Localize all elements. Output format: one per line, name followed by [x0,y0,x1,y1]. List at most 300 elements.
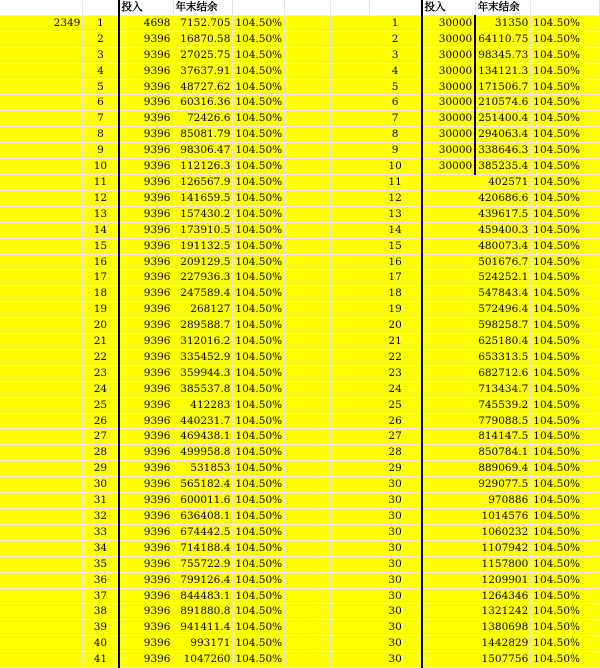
cell-year-right[interactable]: 16 [369,254,421,270]
cell-invest[interactable]: 9396 [119,286,174,302]
cell-year[interactable]: 8 [83,127,119,143]
cell-invest-right[interactable] [422,270,476,286]
cell-year-right[interactable]: 8 [369,127,421,143]
cell-rate-right[interactable]: 104.50% [531,461,600,477]
cell-invest-right[interactable] [422,509,476,525]
cell-balance[interactable]: 85081.79 [173,127,233,143]
cell-year[interactable]: 24 [83,381,119,397]
cell-invest[interactable]: 9396 [119,588,174,604]
cell-balance-right[interactable]: 598258.7 [475,318,531,334]
cell-balance-right[interactable]: 420686.6 [475,190,531,206]
cell-balance[interactable]: 60316.36 [173,95,233,111]
cell-balance[interactable]: 173910.5 [173,222,233,238]
cell-year-right[interactable]: 2 [369,31,421,47]
cell-empty[interactable] [0,111,83,127]
cell-balance[interactable]: 247589.4 [173,286,233,302]
cell-empty[interactable] [285,270,331,286]
cell-year[interactable]: 10 [83,159,119,175]
cell-invest[interactable]: 9396 [119,159,174,175]
cell-empty[interactable] [331,381,369,397]
cell-empty[interactable] [0,572,83,588]
cell-rate[interactable]: 104.50% [233,31,285,47]
cell-year-right[interactable]: 30 [369,588,421,604]
cell-empty[interactable] [331,349,369,365]
cell-balance-right[interactable]: 480073.4 [475,238,531,254]
cell-rate[interactable]: 104.50% [233,143,285,159]
cell-year[interactable]: 38 [83,604,119,620]
cell-balance[interactable]: 98306.47 [173,143,233,159]
cell-empty[interactable] [285,318,331,334]
cell-year[interactable]: 39 [83,620,119,636]
cell-year-right[interactable]: 30 [369,493,421,509]
cell-balance[interactable]: 48727.62 [173,79,233,95]
cell-balance-right[interactable]: 501676.7 [475,254,531,270]
cell-empty[interactable] [285,206,331,222]
cell-balance[interactable]: 844483.1 [173,588,233,604]
cell-year-right[interactable]: 30 [369,477,421,493]
cell-balance[interactable]: 1047260 [173,652,233,668]
cell-balance[interactable]: 412283 [173,397,233,413]
cell-empty[interactable] [285,540,331,556]
cell-empty[interactable] [285,159,331,175]
cell-rate[interactable]: 104.50% [233,477,285,493]
cell-empty[interactable] [285,127,331,143]
cell-year[interactable]: 14 [83,222,119,238]
cell-empty[interactable] [0,159,83,175]
cell-invest[interactable]: 9396 [119,524,174,540]
cell-empty[interactable] [285,413,331,429]
cell-invest-right[interactable] [422,349,476,365]
cell-invest[interactable]: 9396 [119,174,174,190]
cell-year-right[interactable]: 30 [369,572,421,588]
cell-empty[interactable] [285,620,331,636]
cell-year-right[interactable]: 12 [369,190,421,206]
cell-rate-right[interactable]: 104.50% [531,397,600,413]
cell-empty[interactable] [285,445,331,461]
cell-invest[interactable]: 9396 [119,254,174,270]
cell-empty[interactable] [0,509,83,525]
cell-invest-right[interactable] [422,652,476,668]
cell-empty[interactable] [331,334,369,350]
cell-year[interactable]: 33 [83,524,119,540]
cell-balance-right[interactable]: 439617.5 [475,206,531,222]
cell-balance[interactable]: 674442.5 [173,524,233,540]
cell-year[interactable]: 20 [83,318,119,334]
cell-year[interactable]: 21 [83,334,119,350]
cell-empty[interactable] [331,0,369,15]
cell-empty[interactable] [0,127,83,143]
cell-year[interactable]: 1 [83,15,119,31]
cell-invest-right[interactable] [422,429,476,445]
cell-empty[interactable] [83,0,119,15]
cell-invest-right[interactable]: 30000 [422,159,476,175]
cell-empty[interactable] [0,604,83,620]
cell-year-right[interactable]: 30 [369,509,421,525]
cell-empty[interactable] [0,636,83,652]
cell-empty[interactable] [331,47,369,63]
cell-invest[interactable]: 9396 [119,143,174,159]
cell-empty[interactable] [285,636,331,652]
cell-empty[interactable] [0,413,83,429]
cell-year[interactable]: 4 [83,63,119,79]
cell-year[interactable]: 28 [83,445,119,461]
cell-year[interactable]: 9 [83,143,119,159]
cell-balance-right[interactable]: 970886 [475,493,531,509]
cell-year-right[interactable]: 21 [369,334,421,350]
cell-balance[interactable]: 600011.6 [173,493,233,509]
cell-invest-right[interactable] [422,254,476,270]
cell-year-right[interactable]: 28 [369,445,421,461]
cell-empty[interactable] [0,397,83,413]
cell-empty[interactable] [331,461,369,477]
cell-empty[interactable] [0,445,83,461]
cell-empty[interactable] [369,0,421,15]
cell-invest-right[interactable] [422,334,476,350]
cell-rate-right[interactable]: 104.50% [531,540,600,556]
cell-empty[interactable] [331,190,369,206]
cell-empty[interactable] [0,381,83,397]
cell-invest[interactable]: 9396 [119,47,174,63]
cell-invest-right[interactable] [422,540,476,556]
cell-empty[interactable] [0,254,83,270]
cell-year-right[interactable]: 30 [369,620,421,636]
cell-rate[interactable]: 104.50% [233,636,285,652]
cell-year[interactable]: 26 [83,413,119,429]
cell-balance[interactable]: 755722.9 [173,556,233,572]
cell-rate-right[interactable]: 104.50% [531,174,600,190]
cell-invest-right[interactable] [422,493,476,509]
cell-rate-right[interactable]: 104.50% [531,636,600,652]
cell-invest-right[interactable] [422,238,476,254]
cell-rate-right[interactable]: 104.50% [531,127,600,143]
cell-invest-right[interactable] [422,524,476,540]
cell-empty[interactable] [331,111,369,127]
cell-balance[interactable]: 440231.7 [173,413,233,429]
cell-invest[interactable]: 9396 [119,206,174,222]
cell-invest[interactable]: 4698 [119,15,174,31]
cell-empty[interactable] [285,63,331,79]
cell-empty[interactable] [331,286,369,302]
cell-balance[interactable]: 268127 [173,302,233,318]
cell-year-right[interactable]: 17 [369,270,421,286]
cell-year[interactable]: 37 [83,588,119,604]
cell-empty[interactable] [331,652,369,668]
cell-balance-right[interactable]: 402571 [475,174,531,190]
cell-rate[interactable]: 104.50% [233,270,285,286]
cell-empty[interactable] [331,270,369,286]
cell-year-right[interactable]: 25 [369,397,421,413]
header-invest[interactable]: 投入 [119,0,174,15]
cell-empty[interactable] [285,15,331,31]
header-balance-right[interactable]: 年末结余 [475,0,531,15]
cell-rate[interactable]: 104.50% [233,318,285,334]
cell-rate[interactable]: 104.50% [233,79,285,95]
cell-empty[interactable] [0,540,83,556]
cell-empty[interactable] [331,318,369,334]
cell-invest-right[interactable]: 30000 [422,127,476,143]
cell-rate-right[interactable]: 104.50% [531,286,600,302]
cell-invest[interactable]: 9396 [119,31,174,47]
cell-year[interactable]: 3 [83,47,119,63]
cell-rate-right[interactable]: 104.50% [531,270,600,286]
cell-year[interactable]: 40 [83,636,119,652]
header-invest-right[interactable]: 投入 [422,0,476,15]
cell-empty[interactable] [285,365,331,381]
cell-invest-right[interactable]: 30000 [422,31,476,47]
cell-invest-right[interactable] [422,477,476,493]
cell-empty[interactable] [0,477,83,493]
cell-empty[interactable] [0,63,83,79]
cell-rate[interactable]: 104.50% [233,15,285,31]
cell-empty[interactable] [0,206,83,222]
cell-rate-right[interactable]: 104.50% [531,79,600,95]
cell-empty[interactable] [285,111,331,127]
cell-empty[interactable] [0,286,83,302]
cell-empty[interactable] [285,588,331,604]
cell-invest[interactable]: 9396 [119,95,174,111]
cell-invest-right[interactable] [422,365,476,381]
cell-empty[interactable] [331,254,369,270]
cell-empty[interactable] [285,143,331,159]
cell-empty[interactable] [0,493,83,509]
cell-invest-right[interactable] [422,222,476,238]
cell-year[interactable]: 30 [83,477,119,493]
cell-year-right[interactable]: 7 [369,111,421,127]
cell-empty[interactable] [331,159,369,175]
cell-balance-right[interactable]: 713434.7 [475,381,531,397]
cell-rate-right[interactable]: 104.50% [531,477,600,493]
cell-empty[interactable] [285,349,331,365]
cell-empty[interactable] [331,238,369,254]
cell-balance[interactable]: 37637.91 [173,63,233,79]
cell-empty[interactable] [0,238,83,254]
cell-rate[interactable]: 104.50% [233,493,285,509]
cell-invest[interactable]: 9396 [119,63,174,79]
cell-year[interactable]: 2 [83,31,119,47]
cell-rate-right[interactable]: 104.50% [531,413,600,429]
cell-rate[interactable]: 104.50% [233,604,285,620]
cell-empty[interactable] [331,95,369,111]
cell-balance[interactable]: 385537.8 [173,381,233,397]
cell-invest[interactable]: 9396 [119,540,174,556]
cell-rate[interactable]: 104.50% [233,572,285,588]
cell-empty[interactable] [0,556,83,572]
cell-year-right[interactable]: 6 [369,95,421,111]
cell-empty[interactable] [0,47,83,63]
cell-invest[interactable]: 9396 [119,572,174,588]
cell-balance-right[interactable]: 653313.5 [475,349,531,365]
cell-year[interactable]: 31 [83,493,119,509]
cell-invest[interactable]: 9396 [119,318,174,334]
cell-empty[interactable] [0,334,83,350]
cell-year-right[interactable]: 20 [369,318,421,334]
cell-empty[interactable] [285,524,331,540]
cell-year[interactable]: 5 [83,79,119,95]
cell-invest[interactable]: 9396 [119,222,174,238]
cell-invest-right[interactable]: 30000 [422,15,476,31]
cell-rate[interactable]: 104.50% [233,95,285,111]
cell-invest[interactable]: 9396 [119,270,174,286]
cell-balance-right[interactable]: 1060232 [475,524,531,540]
cell-rate-right[interactable]: 104.50% [531,159,600,175]
cell-year[interactable]: 22 [83,349,119,365]
cell-invest[interactable]: 9396 [119,429,174,445]
cell-empty[interactable] [285,95,331,111]
cell-empty[interactable] [331,302,369,318]
cell-empty[interactable] [285,461,331,477]
cell-rate-right[interactable]: 104.50% [531,493,600,509]
cell-rate-right[interactable]: 104.50% [531,47,600,63]
cell-balance-right[interactable]: 547843.4 [475,286,531,302]
cell-empty[interactable] [285,493,331,509]
cell-year[interactable]: 34 [83,540,119,556]
cell-invest[interactable]: 9396 [119,111,174,127]
cell-year[interactable]: 23 [83,365,119,381]
cell-rate[interactable]: 104.50% [233,349,285,365]
cell-empty[interactable] [331,143,369,159]
cell-balance-right[interactable]: 1442829 [475,636,531,652]
cell-empty[interactable] [0,349,83,365]
cell-invest[interactable]: 9396 [119,238,174,254]
cell-year[interactable]: 15 [83,238,119,254]
cell-empty[interactable] [0,524,83,540]
cell-balance-right[interactable]: 171506.7 [475,79,531,95]
cell-balance-right[interactable]: 745539.2 [475,397,531,413]
cell-invest-right[interactable] [422,636,476,652]
cell-year-right[interactable]: 24 [369,381,421,397]
cell-year[interactable]: 16 [83,254,119,270]
cell-invest[interactable]: 9396 [119,445,174,461]
cell-empty[interactable] [331,429,369,445]
cell-empty[interactable] [331,556,369,572]
cell-empty[interactable] [331,445,369,461]
cell-rate[interactable]: 104.50% [233,461,285,477]
cell-rate-right[interactable]: 104.50% [531,524,600,540]
cell-rate-right[interactable]: 104.50% [531,190,600,206]
cell-empty[interactable] [331,222,369,238]
cell-year[interactable]: 35 [83,556,119,572]
cell-balance[interactable]: 714188.4 [173,540,233,556]
cell-year-right[interactable]: 23 [369,365,421,381]
cell-empty[interactable] [331,524,369,540]
cell-invest-right[interactable]: 30000 [422,95,476,111]
cell-invest[interactable]: 9396 [119,493,174,509]
cell-rate[interactable]: 104.50% [233,206,285,222]
cell-rate[interactable]: 104.50% [233,302,285,318]
cell-year[interactable]: 36 [83,572,119,588]
cell-balance[interactable]: 335452.9 [173,349,233,365]
cell-year-right[interactable]: 30 [369,524,421,540]
cell-rate[interactable]: 104.50% [233,365,285,381]
cell-empty[interactable] [331,540,369,556]
cell-empty[interactable] [331,572,369,588]
cell-invest[interactable]: 9396 [119,652,174,668]
cell-year-right[interactable]: 3 [369,47,421,63]
cell-empty[interactable] [285,79,331,95]
cell-invest[interactable]: 9396 [119,413,174,429]
cell-year-right[interactable]: 29 [369,461,421,477]
cell-balance[interactable]: 499958.8 [173,445,233,461]
cell-rate[interactable]: 104.50% [233,413,285,429]
cell-balance-right[interactable]: 64110.75 [475,31,531,47]
cell-balance-right[interactable]: 889069.4 [475,461,531,477]
cell-invest-right[interactable] [422,318,476,334]
cell-rate-right[interactable]: 104.50% [531,318,600,334]
cell-rate[interactable]: 104.50% [233,63,285,79]
cell-rate[interactable]: 104.50% [233,397,285,413]
cell-rate-right[interactable]: 104.50% [531,63,600,79]
cell-rate-right[interactable]: 104.50% [531,206,600,222]
cell-rate-right[interactable]: 104.50% [531,222,600,238]
cell-rate[interactable]: 104.50% [233,334,285,350]
cell-empty[interactable] [233,0,285,15]
cell-invest[interactable]: 9396 [119,190,174,206]
cell-rate-right[interactable]: 104.50% [531,652,600,668]
cell-empty[interactable] [331,127,369,143]
cell-balance[interactable]: 157430.2 [173,206,233,222]
cell-year-right[interactable]: 4 [369,63,421,79]
cell-invest[interactable]: 9396 [119,349,174,365]
cell-invest-right[interactable]: 30000 [422,63,476,79]
cell-empty[interactable] [0,190,83,206]
cell-invest[interactable]: 9396 [119,477,174,493]
cell-balance-right[interactable]: 98345.73 [475,47,531,63]
cell-balance-right[interactable]: 459400.3 [475,222,531,238]
cell-balance[interactable]: 799126.4 [173,572,233,588]
cell-balance[interactable]: 469438.1 [173,429,233,445]
cell-year-right[interactable]: 5 [369,79,421,95]
cell-rate[interactable]: 104.50% [233,111,285,127]
cell-balance[interactable]: 993171 [173,636,233,652]
cell-year-right[interactable]: 10 [369,159,421,175]
cell-balance-right[interactable]: 779088.5 [475,413,531,429]
cell-rate-right[interactable]: 104.50% [531,254,600,270]
cell-empty[interactable] [0,318,83,334]
cell-invest-right[interactable] [422,413,476,429]
cell-empty[interactable] [331,63,369,79]
cell-empty[interactable] [0,588,83,604]
cell-rate-right[interactable]: 104.50% [531,509,600,525]
cell-year[interactable]: 32 [83,509,119,525]
cell-empty[interactable] [331,15,369,31]
cell-invest[interactable]: 9396 [119,620,174,636]
cell-empty[interactable] [331,31,369,47]
cell-empty[interactable] [0,270,83,286]
cell-rate-right[interactable]: 104.50% [531,604,600,620]
cell-start-value[interactable]: 2349 [0,15,83,31]
cell-balance[interactable]: 359944.3 [173,365,233,381]
cell-year-right[interactable]: 30 [369,636,421,652]
cell-rate[interactable]: 104.50% [233,588,285,604]
cell-empty[interactable] [331,604,369,620]
cell-balance[interactable]: 112126.3 [173,159,233,175]
cell-empty[interactable] [0,174,83,190]
cell-invest-right[interactable] [422,588,476,604]
cell-invest-right[interactable] [422,604,476,620]
cell-balance[interactable]: 941411.4 [173,620,233,636]
cell-rate-right[interactable]: 104.50% [531,429,600,445]
cell-balance-right[interactable]: 294063.4 [475,127,531,143]
cell-rate[interactable]: 104.50% [233,254,285,270]
cell-invest-right[interactable] [422,302,476,318]
cell-balance[interactable]: 209129.5 [173,254,233,270]
cell-empty[interactable] [285,302,331,318]
cell-balance[interactable]: 891880.8 [173,604,233,620]
cell-rate-right[interactable]: 104.50% [531,31,600,47]
cell-empty[interactable] [331,509,369,525]
cell-invest-right[interactable] [422,190,476,206]
cell-invest[interactable]: 9396 [119,334,174,350]
